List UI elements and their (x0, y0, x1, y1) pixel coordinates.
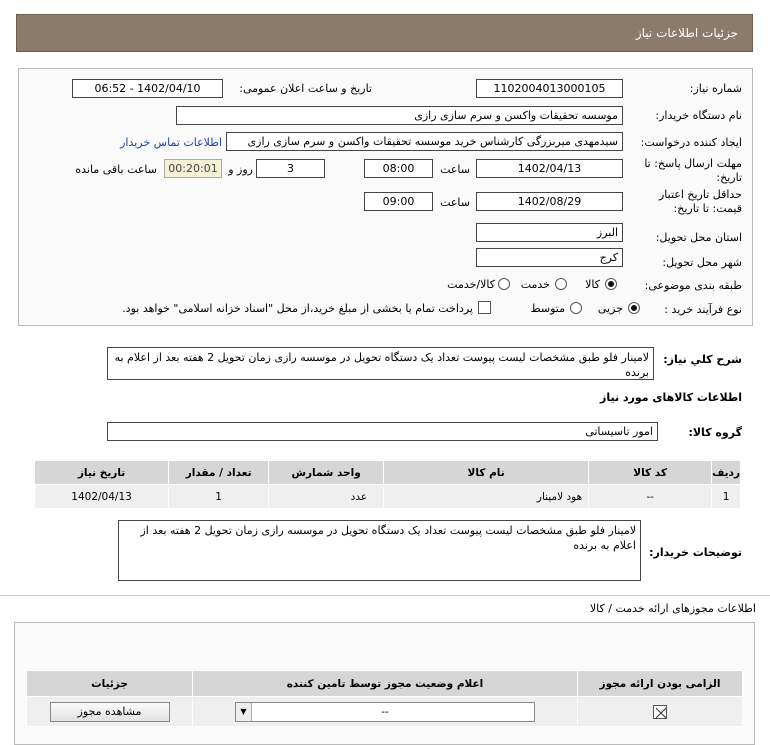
validity-time-label: ساعت (440, 196, 470, 209)
section-divider (0, 595, 770, 596)
chevron-down-icon: ▼ (236, 703, 252, 721)
licenses-table (26, 670, 743, 727)
col-code: کد کالا (589, 461, 712, 485)
need-number-label: شماره نیاز: (689, 82, 742, 95)
license-status-value: -- (381, 705, 389, 718)
province-field: البرز (476, 223, 623, 242)
col-required: الزامی بودن ارائه مجوز (578, 671, 743, 697)
category-option-goods-service: کالا/خدمت (447, 278, 495, 291)
reply-time-field: 08:00 (364, 159, 433, 178)
cell-name: هود لامینار (384, 485, 589, 509)
reply-time-label: ساعت (440, 163, 470, 176)
city-field: کرج (476, 248, 623, 267)
validity-date-field: 1402/08/29 (476, 192, 623, 211)
category-radio-goods[interactable] (605, 278, 617, 290)
col-name: نام کالا (384, 461, 589, 485)
table-row (27, 697, 743, 727)
announce-datetime-field: 1402/04/10 - 06:52 (72, 79, 223, 98)
remaining-days-field: 3 (256, 159, 325, 178)
col-unit: واحد شمارش (269, 461, 384, 485)
goods-group-field: امور تاسیساتی (107, 422, 658, 441)
buyer-contact-link[interactable]: اطلاعات تماس خریدار (120, 136, 222, 149)
page-title: جزئیات اطلاعات نیاز (635, 26, 738, 40)
reply-deadline-label: مهلت ارسال پاسخ: تا (644, 157, 742, 170)
goods-group-label: گروه کالا: (688, 426, 742, 439)
process-radio-minor[interactable] (628, 302, 640, 314)
cell-status (193, 697, 578, 727)
goods-section-title: اطلاعات کالاهای مورد نیاز (600, 391, 742, 404)
cell-row: 1 (712, 485, 741, 509)
col-status: اعلام وضعیت مجوز توسط تامین کننده (193, 671, 578, 697)
license-status-select[interactable] (235, 702, 535, 722)
cross-icon (654, 706, 668, 720)
cell-code: -- (589, 485, 712, 509)
remaining-time-field: 00:20:01 (164, 159, 222, 178)
cell-details (27, 697, 193, 727)
requester-label: ایجاد کننده درخواست: (640, 136, 742, 149)
city-label: شهر محل تحویل: (662, 256, 742, 269)
col-date: تاریخ نیاز (35, 461, 169, 485)
category-radio-service[interactable] (555, 278, 567, 290)
buyer-org-field: موسسه تحقیقات واکسن و سرم سازی رازی (176, 106, 623, 125)
category-option-service: خدمت (520, 278, 550, 291)
category-radio-goods-service[interactable] (498, 278, 510, 290)
validity-label-2: قیمت: تا تاریخ: (673, 202, 742, 215)
buyer-org-label: نام دستگاه خریدار: (655, 109, 742, 122)
process-label: نوع فرآیند خرید : (664, 303, 742, 316)
announce-label: تاریخ و ساعت اعلان عمومی: (239, 82, 372, 95)
remaining-time-label: ساعت باقی مانده (75, 163, 157, 176)
buyer-notes-field: لامینار فلو طبق مشخصات لیست پیوست تعداد یک دستگاه تحویل در موسسه رازی زمان تحویل 2 هفته بعد از اعلام به برنده (118, 520, 641, 581)
reply-date-field: 1402/04/13 (476, 159, 623, 178)
description-label: شرح كلي نياز: (663, 353, 742, 366)
required-checkbox[interactable] (653, 705, 667, 719)
reply-deadline-label-2: تاریخ: (716, 171, 742, 184)
cell-required (578, 697, 743, 727)
cell-date: 1402/04/13 (35, 485, 169, 509)
category-label: طبقه بندی موضوعی: (644, 279, 742, 292)
validity-label: حداقل تاریخ اعتبار (658, 188, 742, 201)
treasury-note: پرداخت تمام یا بخشی از مبلغ خرید،از محل "اسناد خزانه اسلامی" خواهد بود. (122, 302, 473, 315)
col-details: جزئیات (27, 671, 193, 697)
requester-field: سیدمهدی میربزرگی کارشناس خرید موسسه تحقیقات واکسن و سرم سازی رازی (226, 132, 623, 151)
treasury-checkbox[interactable] (478, 301, 491, 314)
province-label: استان محل تحویل: (655, 231, 742, 244)
cell-unit: عدد (269, 485, 384, 509)
need-number-field: 1102004013000105 (476, 79, 623, 98)
cell-qty: 1 (169, 485, 269, 509)
table-row (35, 485, 741, 509)
col-row: ردیف (712, 461, 741, 485)
category-option-goods: کالا (585, 278, 600, 291)
process-option-medium: متوسط (530, 302, 565, 315)
process-option-minor: جزیی (597, 302, 623, 315)
process-radio-medium[interactable] (570, 302, 582, 314)
col-qty: تعداد / مقدار (169, 461, 269, 485)
validity-time-field: 09:00 (364, 192, 433, 211)
licenses-section-title: اطلاعات مجوزهای ارائه خدمت / کالا (589, 602, 756, 615)
days-label: روز و (228, 163, 253, 176)
view-license-button[interactable]: مشاهده مجوز (50, 702, 170, 722)
goods-table (34, 460, 741, 509)
description-field: لامینار فلو طبق مشخصات لیست پیوست تعداد یک دستگاه تحویل در موسسه رازی زمان تحویل 2 هفته بعد از اعلام به برنده (107, 347, 654, 380)
buyer-notes-label: توضیحات خریدار: (649, 546, 742, 559)
page-header (16, 14, 753, 52)
